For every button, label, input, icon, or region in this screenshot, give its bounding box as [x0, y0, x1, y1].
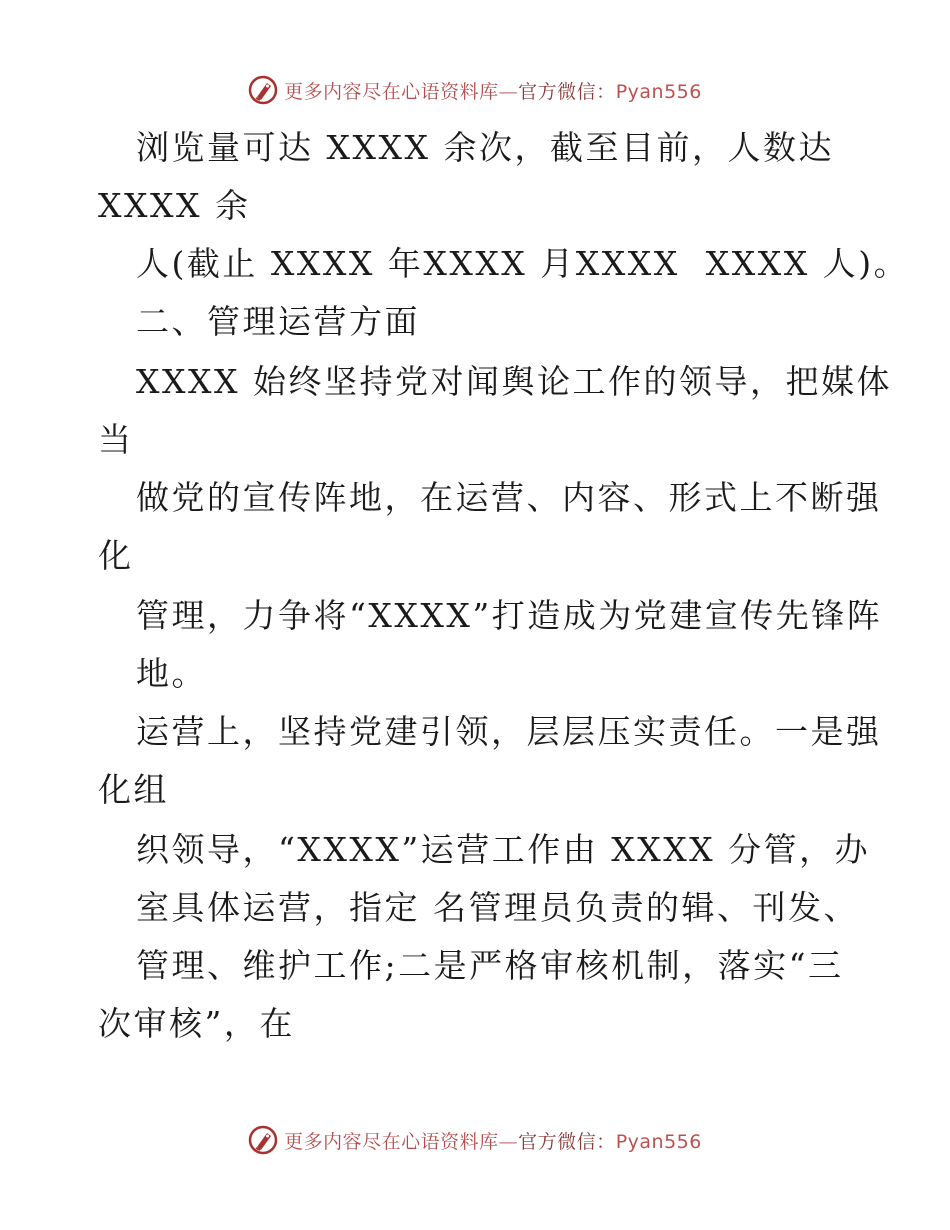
body-line: XXXX 始终坚持党对闻舆论工作的领导，把媒体 — [136, 362, 892, 401]
body-line: 做党的宣传阵地，在运营、内容、形式上不断强 — [136, 478, 882, 517]
section-heading: 二、管理运营方面 — [136, 302, 420, 341]
header-wechat-label: 官方微信： — [518, 80, 616, 103]
header-site-text: 更多内容尽在心语资料库 — [284, 80, 499, 103]
body-line: 管理、维护工作;二是严格审核机制，落实“三 — [136, 946, 844, 985]
footer-dash: — — [498, 1130, 519, 1153]
footer-banner — [248, 1125, 702, 1155]
page-header — [0, 70, 950, 110]
body-line: 当 — [98, 420, 134, 459]
header-wechat-id: Pyan556 — [615, 80, 702, 103]
body-line: 室具体运营，指定 名管理员负责的辑、刊发、 — [136, 888, 859, 927]
body-line: 浏览量可达 XXXX 余次，截至目前，人数达 — [136, 128, 834, 167]
footer-site-text: 更多内容尽在心语资料库 — [284, 1130, 499, 1153]
body-line: 管理，力争将“XXXX”打造成为党建宣传先锋阵 — [136, 596, 883, 635]
body-line: 地。 — [136, 654, 207, 693]
footer-wechat-label: 官方微信： — [518, 1130, 616, 1153]
body-line: 运营上，坚持党建引领，层层压实责任。一是强 — [136, 712, 882, 751]
pen-nib-logo-icon — [248, 75, 278, 105]
header-banner — [248, 75, 702, 105]
body-line: 化组 — [98, 770, 169, 809]
page-footer — [0, 1120, 950, 1160]
body-line: 织领导，“XXXX”运营工作由 XXXX 分管，办 — [136, 830, 871, 869]
pen-nib-logo-icon — [248, 1125, 278, 1155]
footer-wechat-id: Pyan556 — [615, 1130, 702, 1153]
header-dash: — — [498, 80, 519, 103]
body-line: 化 — [98, 536, 134, 575]
body-line: 人(截止 XXXX 年XXXX 月XXXX XXXX 人)。 — [136, 244, 910, 283]
body-line: XXXX 余 — [98, 186, 251, 225]
body-line: 次审核”，在 — [98, 1004, 295, 1043]
header-text — [284, 77, 702, 104]
footer-text — [284, 1127, 702, 1154]
